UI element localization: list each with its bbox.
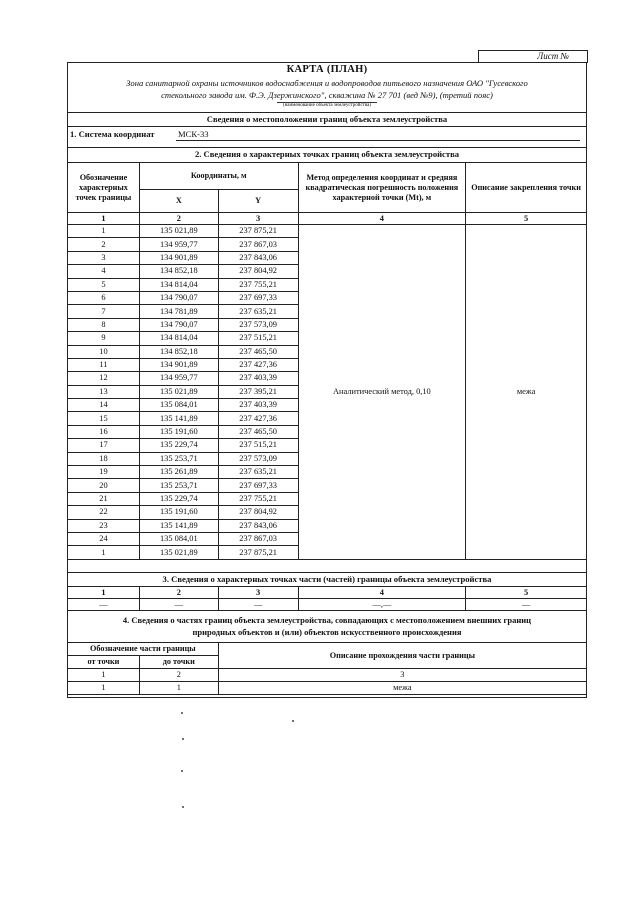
part-description: межа <box>218 682 586 695</box>
table-row <box>68 599 587 611</box>
coord-y: 237 403,39 <box>218 372 298 385</box>
point-id: 13 <box>68 385 140 398</box>
col-header-description: Описание закрепления точки <box>466 163 587 213</box>
coord-y: 237 465,50 <box>218 345 298 358</box>
column-number: 1 <box>68 669 140 682</box>
point-id: 4 <box>68 265 140 278</box>
object-name-line-2: стекольного завода им. Ф.Э. Дзержинского", скважина № 27 701 (вед №9), (третий пояс) <box>161 89 493 100</box>
coord-y: 237 403,39 <box>218 399 298 412</box>
point-id: 17 <box>68 439 140 452</box>
coordinate-system-value: МСК-33 <box>178 129 209 139</box>
point-id: 1 <box>68 225 140 238</box>
column-number: 1 <box>68 587 140 599</box>
column-number: 4 <box>298 213 466 225</box>
column-number-row <box>68 669 587 682</box>
coord-x: 135 229,74 <box>139 492 218 505</box>
scan-speck <box>292 720 294 722</box>
point-id: 9 <box>68 332 140 345</box>
coord-x: 135 261,89 <box>139 466 218 479</box>
coord-y: 237 875,21 <box>218 225 298 238</box>
coord-x: 135 084,01 <box>139 399 218 412</box>
coordinate-system-underline <box>176 140 580 141</box>
coord-y: 237 843,06 <box>218 519 298 532</box>
col-header-coords: Координаты, м <box>139 163 298 190</box>
coord-x: 135 191,60 <box>139 506 218 519</box>
coord-x: 134 901,89 <box>139 251 218 264</box>
coord-x: 134 959,77 <box>139 238 218 251</box>
coord-x: 134 814,04 <box>139 332 218 345</box>
coord-x: 134 814,04 <box>139 278 218 291</box>
column-number: 2 <box>139 213 218 225</box>
col-header-part-description: Описание прохождения части границы <box>218 643 586 669</box>
divider <box>67 126 587 127</box>
coord-x: 135 191,60 <box>139 425 218 438</box>
coord-x: 135 021,89 <box>139 385 218 398</box>
coord-x: 134 959,77 <box>139 372 218 385</box>
coord-y: 237 843,06 <box>218 251 298 264</box>
empty-value: — <box>466 599 587 611</box>
coord-y: 237 395,21 <box>218 385 298 398</box>
col-header-from: от точки <box>68 656 140 669</box>
coord-x: 135 253,71 <box>139 479 218 492</box>
point-id: 12 <box>68 372 140 385</box>
points-table-body <box>68 225 587 560</box>
divider <box>67 112 587 113</box>
coord-x: 134 852,18 <box>139 345 218 358</box>
point-id: 10 <box>68 345 140 358</box>
column-number: 2 <box>139 587 218 599</box>
divider <box>67 147 587 148</box>
empty-value: —,— <box>298 599 466 611</box>
section-4-title-line-1: 4. Сведения о частях границ объекта землеустройства, совпадающих с местоположением внешних границ <box>122 615 532 625</box>
point-id: 20 <box>68 479 140 492</box>
coord-y: 237 867,03 <box>218 532 298 545</box>
point-id: 16 <box>68 425 140 438</box>
coord-x: 135 141,89 <box>139 412 218 425</box>
point-id: 6 <box>68 291 140 304</box>
column-number: 2 <box>139 669 218 682</box>
coord-x: 134 901,89 <box>139 358 218 371</box>
object-name-caption-text: (наименование объекта землеустройства) <box>277 102 377 108</box>
table-header-row <box>68 163 587 190</box>
map-title: КАРТА (ПЛАН) <box>286 64 368 75</box>
coord-y: 237 697,33 <box>218 479 298 492</box>
point-id: 15 <box>68 412 140 425</box>
coord-y: 237 867,03 <box>218 238 298 251</box>
coord-x: 135 084,01 <box>139 532 218 545</box>
empty-value: — <box>139 599 218 611</box>
col-header-y: Y <box>218 190 298 213</box>
coord-y: 237 427,36 <box>218 358 298 371</box>
section-4-title-line-2: природных объектов и (или) объектов искусственного происхождения <box>192 626 462 637</box>
point-id: 11 <box>68 358 140 371</box>
column-number: 3 <box>218 587 298 599</box>
col-header-part: Обозначение части границы <box>68 643 219 656</box>
column-number: 1 <box>68 213 140 225</box>
coord-x: 135 021,89 <box>139 546 218 559</box>
boundary-points-table <box>67 162 587 560</box>
point-id: 22 <box>68 506 140 519</box>
to-point: 1 <box>139 682 218 695</box>
point-id: 18 <box>68 452 140 465</box>
col-header-x: X <box>139 190 218 213</box>
coord-y: 237 875,21 <box>218 546 298 559</box>
column-number: 5 <box>466 213 587 225</box>
coord-x: 135 141,89 <box>139 519 218 532</box>
object-name-caption <box>67 103 587 108</box>
part-points-table <box>67 586 587 611</box>
coord-x: 134 790,07 <box>139 291 218 304</box>
point-id: 19 <box>68 466 140 479</box>
column-number: 3 <box>218 669 586 682</box>
coord-y: 237 635,21 <box>218 305 298 318</box>
table-row <box>68 225 587 238</box>
section-1-title: Сведения о местоположении границ объекта землеустройства <box>206 114 448 124</box>
object-name <box>70 78 584 101</box>
column-number-row <box>68 213 587 225</box>
coord-y: 237 573,09 <box>218 452 298 465</box>
coord-y: 237 427,36 <box>218 412 298 425</box>
method-value: Аналитический метод, 0,10 <box>298 225 466 560</box>
point-id: 2 <box>68 238 140 251</box>
coord-x: 135 253,71 <box>139 452 218 465</box>
point-id: 1 <box>68 546 140 559</box>
from-point: 1 <box>68 682 140 695</box>
point-id: 23 <box>68 519 140 532</box>
coord-x: 134 790,07 <box>139 318 218 331</box>
section-3-title: 3. Сведения о характерных точках части (частей) границы объекта землеустройства <box>162 574 492 584</box>
scan-speck <box>182 806 184 808</box>
point-id: 3 <box>68 251 140 264</box>
point-id: 5 <box>68 278 140 291</box>
coord-y: 237 804,92 <box>218 265 298 278</box>
point-id: 7 <box>68 305 140 318</box>
boundary-parts-table <box>67 642 587 695</box>
table-row <box>68 682 587 695</box>
object-name-line-1: Зона санитарной охраны источников водоснабжения и водопроводов питьевого назначения ОАО "Гусевского <box>126 78 528 88</box>
table-header-row <box>68 643 587 656</box>
coord-x: 135 229,74 <box>139 439 218 452</box>
sheet-number-label: Лист № <box>537 51 569 61</box>
coord-y: 237 515,21 <box>218 439 298 452</box>
coord-x: 134 781,89 <box>139 305 218 318</box>
coord-y: 237 697,33 <box>218 291 298 304</box>
column-number: 4 <box>298 587 466 599</box>
coord-y: 237 465,50 <box>218 425 298 438</box>
scan-speck <box>181 712 183 714</box>
point-id: 21 <box>68 492 140 505</box>
col-header-point: Обозначение характерных точек границы <box>68 163 140 213</box>
coord-y: 237 755,21 <box>218 278 298 291</box>
coord-x: 134 852,18 <box>139 265 218 278</box>
coordinate-system-label: 1. Система координат <box>70 129 155 139</box>
point-id: 8 <box>68 318 140 331</box>
point-id: 14 <box>68 399 140 412</box>
col-header-to: до точки <box>139 656 218 669</box>
coord-x: 135 021,89 <box>139 225 218 238</box>
scan-speck <box>182 738 184 740</box>
divider <box>67 572 587 573</box>
section-4-title <box>67 615 587 638</box>
scan-speck <box>181 770 183 772</box>
coord-y: 237 573,09 <box>218 318 298 331</box>
section-2-title: 2. Сведения о характерных точках границ объекта землеустройства <box>194 149 460 159</box>
coord-y: 237 635,21 <box>218 466 298 479</box>
col-header-method: Метод определения координат и средняя квадратическая погрешность положения характерной точки (Mt), м <box>298 163 466 213</box>
coord-y: 237 755,21 <box>218 492 298 505</box>
empty-value: — <box>68 599 140 611</box>
column-number: 5 <box>466 587 587 599</box>
coord-y: 237 804,92 <box>218 506 298 519</box>
fixing-description: межа <box>466 225 587 560</box>
point-id: 24 <box>68 532 140 545</box>
empty-value: — <box>218 599 298 611</box>
column-number-row <box>68 587 587 599</box>
coord-y: 237 515,21 <box>218 332 298 345</box>
column-number: 3 <box>218 213 298 225</box>
